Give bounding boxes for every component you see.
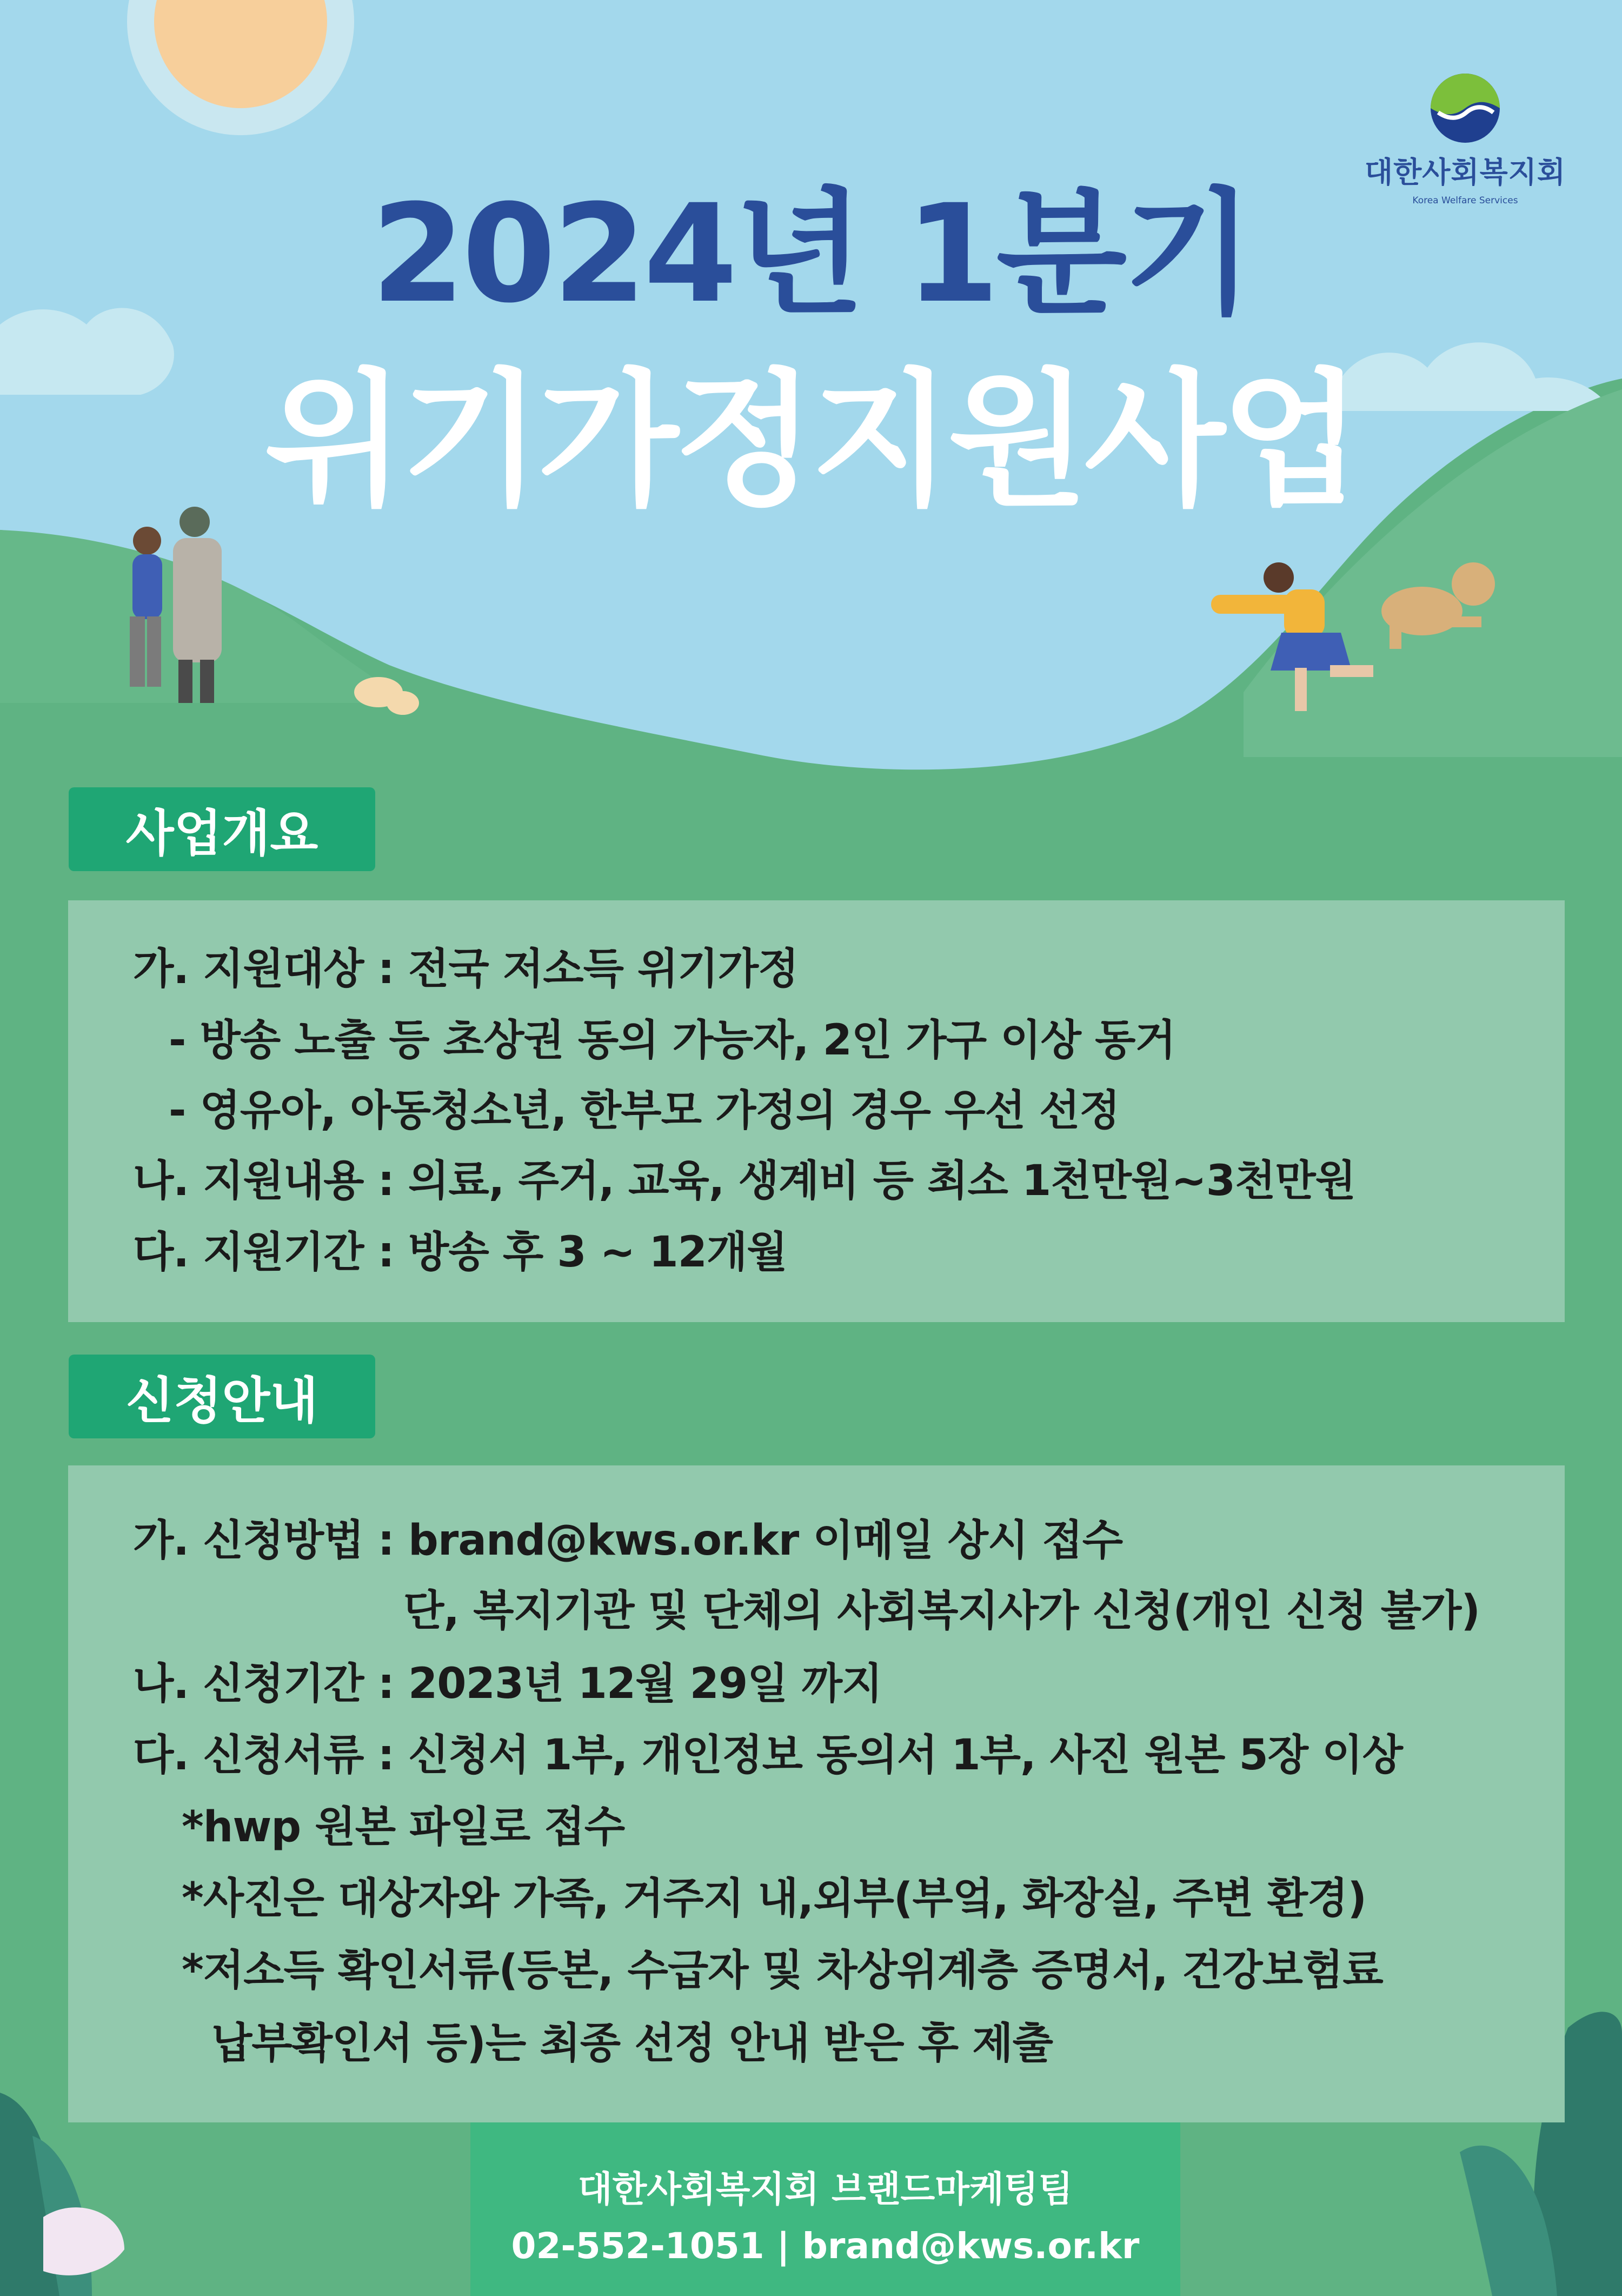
overview-line-condition-2: - 영유아, 아동청소년, 한부모 가정의 경우 우선 선정 (169, 1086, 1120, 1135)
overview-line-condition-1: - 방송 노출 등 초상권 동의 가능자, 2인 가구 이상 동거 (169, 1016, 1175, 1065)
application-line-documents: 다. 신청서류 : 신청서 1부, 개인정보 동의서 1부, 사진 원본 5장 이상 (133, 1731, 1402, 1780)
application-line-method: 가. 신청방법 : brand@kws.or.kr 이메일 상시 접수 (133, 1516, 1123, 1565)
logo-name: 대한사회복지회 (1364, 155, 1566, 189)
overview-line-period: 다. 지원기간 : 방송 후 3 ~ 12개월 (133, 1228, 787, 1277)
application-line-method-note: 단, 복지기관 및 단체의 사회복지사가 신청(개인 신청 불가) (403, 1587, 1480, 1635)
organization-logo (1352, 70, 1579, 206)
page-title-main: 위기가정지원사업 (264, 355, 1358, 526)
application-line-period: 나. 신청기간 : 2023년 12월 29일 까지 (133, 1660, 882, 1708)
page-title-year: 2024년 1분기 (371, 175, 1251, 333)
application-note-photos: *사진은 대상자와 가족, 거주지 내,외부(부엌, 화장실, 주변 환경) (182, 1874, 1367, 1923)
footer-team: 대한사회복지회 브랜드마케팅팀 (577, 2168, 1073, 2210)
footer-contact: 02-552-1051 | brand@kws.or.kr (511, 2225, 1140, 2267)
overview-heading: 사업개요 (69, 787, 375, 871)
overview-line-content: 나. 지원내용 : 의료, 주거, 교육, 생계비 등 최소 1천만원~3천만원 (133, 1157, 1356, 1205)
application-note-income-1: *저소득 확인서류(등본, 수급자 및 차상위계층 증명서, 건강보험료 (182, 1946, 1383, 1995)
application-heading: 신청안내 (69, 1355, 375, 1438)
application-note-hwp: *hwp 원본 파일로 접수 (182, 1803, 625, 1852)
logo-mark-icon (1427, 70, 1503, 146)
application-panel (68, 1465, 1565, 2122)
application-note-income-2: 납부확인서 등)는 최종 선정 안내 받은 후 제출 (211, 2019, 1053, 2068)
overview-line-target: 가. 지원대상 : 전국 저소득 위기가정 (133, 945, 799, 993)
contact-footer (470, 2122, 1180, 2296)
overview-panel (68, 900, 1565, 1322)
logo-subtitle: Korea Welfare Services (1412, 195, 1518, 206)
